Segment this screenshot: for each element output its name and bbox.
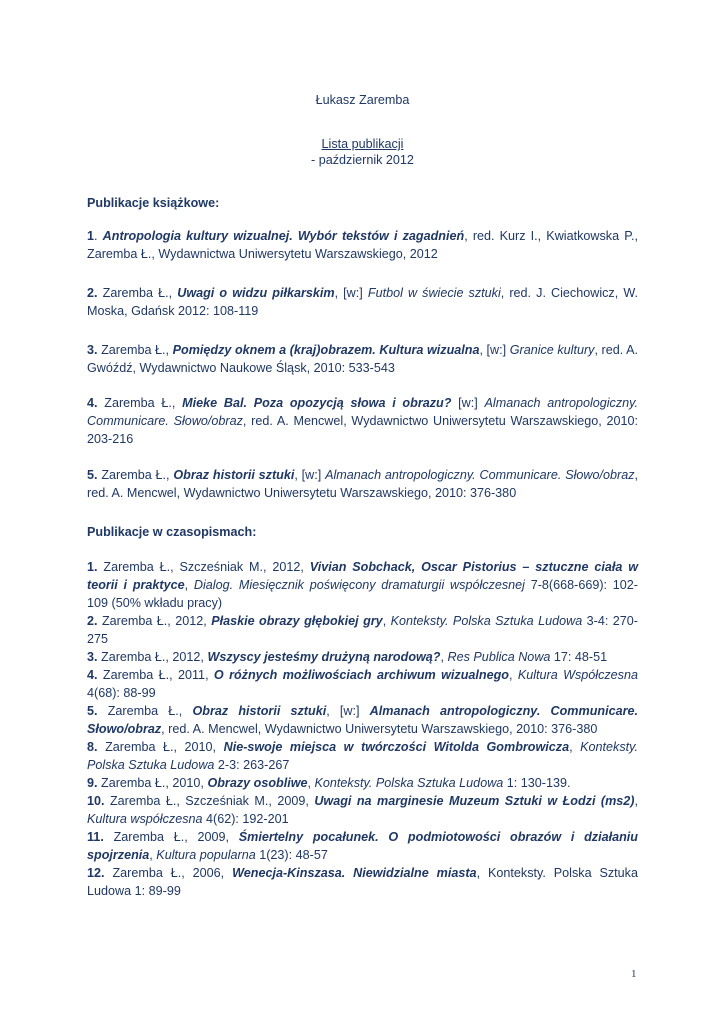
entry-separator bbox=[98, 704, 108, 718]
journal-entry bbox=[87, 864, 638, 900]
entry-source: Futbol w świecie sztuki bbox=[367, 286, 501, 300]
entry-text: 1(23): 48-57 bbox=[255, 848, 328, 862]
entry-number: 2. bbox=[87, 286, 98, 300]
entry-text: , bbox=[382, 614, 391, 628]
book-entry bbox=[87, 227, 638, 263]
journal-entry bbox=[87, 738, 638, 774]
entry-text: , bbox=[307, 776, 315, 790]
entry-separator bbox=[104, 830, 114, 844]
entry-title: Almanach antropologiczny. Communicare. Słowo/obraz bbox=[87, 704, 638, 736]
entry-text: [w:] bbox=[451, 396, 485, 410]
entry-number: 8. bbox=[87, 740, 98, 754]
entry-text: , Konteksty. Polska Sztuka Ludowa 1: 89-99 bbox=[87, 866, 638, 898]
journal-entry bbox=[87, 612, 638, 648]
journal-entry bbox=[87, 558, 638, 612]
entry-text: , red. A. Mencwel, Wydawnictwo Uniwersytetu Warszawskiego, 2010: 376-380 bbox=[161, 722, 598, 736]
entry-text: , bbox=[569, 740, 581, 754]
entry-source: Res Publica Nowa bbox=[447, 650, 551, 664]
entry-title: Pomiędzy oknem a (kraj)obrazem. Kultura wizualna bbox=[172, 343, 480, 357]
entry-number: 5. bbox=[87, 468, 98, 482]
journal-entry bbox=[87, 666, 638, 702]
entry-number: 5. bbox=[87, 704, 98, 718]
entry-title: O różnych możliwościach archiwum wizualnego bbox=[213, 668, 509, 682]
entry-source: Kultura współczesna bbox=[87, 812, 203, 826]
entry-source: Dialog. Miesięcznik poświęcony dramaturgii współczesnej bbox=[193, 578, 525, 592]
entry-text: Zaremba Ł., 2012, bbox=[101, 614, 212, 628]
list-title: Lista publikacji bbox=[321, 137, 404, 151]
journals-heading: Publikacje w czasopismach: bbox=[87, 525, 257, 539]
entry-number: 1. bbox=[87, 560, 98, 574]
entry-title: Obraz historii sztuki bbox=[192, 704, 327, 718]
entry-title: Wenecja-Kinszasa. Niewidzialne miasta bbox=[232, 866, 477, 880]
entry-source: Konteksty. Polska Sztuka Ludowa bbox=[87, 740, 639, 772]
entry-title: Uwagi o widzu piłkarskim bbox=[177, 286, 335, 300]
entry-text: , [w:] bbox=[479, 343, 510, 357]
book-entry bbox=[87, 394, 638, 448]
entry-text: 4(68): 88-99 bbox=[87, 686, 156, 700]
journal-entry bbox=[87, 792, 638, 828]
book-entry bbox=[87, 284, 638, 320]
entry-text: , [w:] bbox=[334, 286, 368, 300]
book-entry bbox=[87, 341, 638, 377]
entry-text: , [w:] bbox=[294, 468, 326, 482]
entry-number: 4. bbox=[87, 396, 98, 410]
entry-text: Zaremba Ł., 2010, bbox=[105, 740, 224, 754]
journal-entry bbox=[87, 828, 638, 864]
journal-entry bbox=[87, 648, 638, 666]
entry-text: , bbox=[440, 650, 448, 664]
entry-text: , bbox=[508, 668, 518, 682]
entry-text: Zaremba Ł., bbox=[101, 343, 173, 357]
entry-text: Zaremba Ł., 2012, bbox=[101, 650, 208, 664]
entry-title: Antropologia kultury wizualnej. Wybór tekstów i zagadnień bbox=[102, 229, 465, 243]
date-line: - październik 2012 bbox=[311, 153, 414, 167]
entry-title: Obrazy osobliwe bbox=[207, 776, 308, 790]
entry-text: Zaremba Ł., 2010, bbox=[101, 776, 208, 790]
entry-text: Zaremba Ł., Szcześniak M., 2012, bbox=[103, 560, 310, 574]
entry-text: , bbox=[184, 578, 194, 592]
entry-text: Zaremba Ł., 2009, bbox=[113, 830, 239, 844]
entry-separator: . bbox=[94, 229, 103, 243]
entry-text: Zaremba Ł., bbox=[101, 468, 174, 482]
author-name: Łukasz Zaremba bbox=[315, 93, 410, 107]
entry-number: 9. bbox=[87, 776, 98, 790]
entry-source: Granice kultury bbox=[509, 343, 595, 357]
journal-entry bbox=[87, 774, 638, 792]
entry-text: , red. Kurz I., Kwiatkowska P., Zaremba Ł., Wydawnictwa Uniwersytetu Warszawskiego, 2012 bbox=[87, 229, 639, 261]
entry-text: 3-4: 270-275 bbox=[87, 614, 638, 646]
entry-title: Płaskie obrazy głębokiej gry bbox=[211, 614, 383, 628]
entry-text: Zaremba Ł., 2011, bbox=[102, 668, 214, 682]
entry-number: 3. bbox=[87, 650, 98, 664]
entry-source: Almanach antropologiczny. Communicare. Słowo/obraz bbox=[325, 468, 635, 482]
entry-source: Kultura Współczesna bbox=[517, 668, 638, 682]
entry-number: 3. bbox=[87, 343, 98, 357]
entry-number: 11. bbox=[87, 830, 104, 844]
book-entry bbox=[87, 466, 638, 502]
entry-title: Nie-swoje miejsca w twórczości Witolda Gombrowicza bbox=[223, 740, 570, 754]
entry-text: 2-3: 263-267 bbox=[214, 758, 290, 772]
entry-title: Obraz historii sztuki bbox=[173, 468, 295, 482]
entry-source: Konteksty. Polska Sztuka Ludowa bbox=[314, 776, 504, 790]
books-heading: Publikacje książkowe: bbox=[87, 196, 220, 210]
page-number: 1 bbox=[631, 968, 637, 980]
entry-number: 2. bbox=[87, 614, 98, 628]
entry-number: 4. bbox=[87, 668, 98, 682]
entry-text: , bbox=[634, 794, 638, 808]
entry-text: , red. A. Mencwel, Wydawnictwo Uniwersytetu Warszawskiego, 2010: 203-216 bbox=[87, 414, 638, 446]
entry-text: Zaremba Ł., bbox=[104, 396, 183, 410]
entry-text: Zaremba Ł., bbox=[102, 286, 178, 300]
entry-title: Wszyscy jesteśmy drużyną narodową? bbox=[207, 650, 441, 664]
entry-title: Mieke Bal. Poza opozycją słowa i obrazu? bbox=[182, 396, 452, 410]
entry-separator bbox=[98, 740, 106, 754]
entry-title: Uwagi na marginesie Muzeum Sztuki w Łodzi (ms2) bbox=[314, 794, 635, 808]
entry-text: 7-8(668-669): 102-109 (50% wkładu pracy) bbox=[87, 578, 638, 610]
entry-number: 12. bbox=[87, 866, 105, 880]
journal-list bbox=[87, 558, 638, 900]
entry-text: Zaremba Ł., 2006, bbox=[112, 866, 233, 880]
entry-text: 1: 130-139. bbox=[503, 776, 571, 790]
entry-number: 10. bbox=[87, 794, 105, 808]
journal-entry bbox=[87, 702, 638, 738]
entry-source: Konteksty. Polska Sztuka Ludowa bbox=[390, 614, 583, 628]
entry-text: , bbox=[149, 848, 157, 862]
entry-text: 4(62): 192-201 bbox=[202, 812, 289, 826]
entry-text: Zaremba Ł., bbox=[107, 704, 193, 718]
entry-text: , red. A. Gwóźdź, Wydawnictwo Naukowe Śląsk, 2010: 533-543 bbox=[87, 343, 638, 375]
entry-text: Zaremba Ł., Szcześniak M., 2009, bbox=[109, 794, 315, 808]
entry-text: 17: 48-51 bbox=[550, 650, 608, 664]
entry-source: Almanach antropologiczny. Communicare. Słowo/obraz bbox=[87, 396, 639, 428]
entry-text: , red. A. Mencwel, Wydawnictwo Uniwersytetu Warszawskiego, 2010: 376-380 bbox=[87, 468, 638, 500]
entry-title: Śmiertelny pocałunek. O podmiotowości obrazów i działaniu spojrzenia bbox=[87, 830, 638, 862]
entry-number: 1 bbox=[87, 229, 95, 243]
entry-title: Vivian Sobchack, Oscar Pistorius – sztuczne ciała w teorii i praktyce bbox=[87, 560, 638, 592]
entry-text: , red. J. Ciechowicz, W. Moska, Gdańsk 2012: 108-119 bbox=[87, 286, 639, 318]
entry-text: , [w:] bbox=[326, 704, 370, 718]
entry-source: Kultura popularna bbox=[156, 848, 256, 862]
